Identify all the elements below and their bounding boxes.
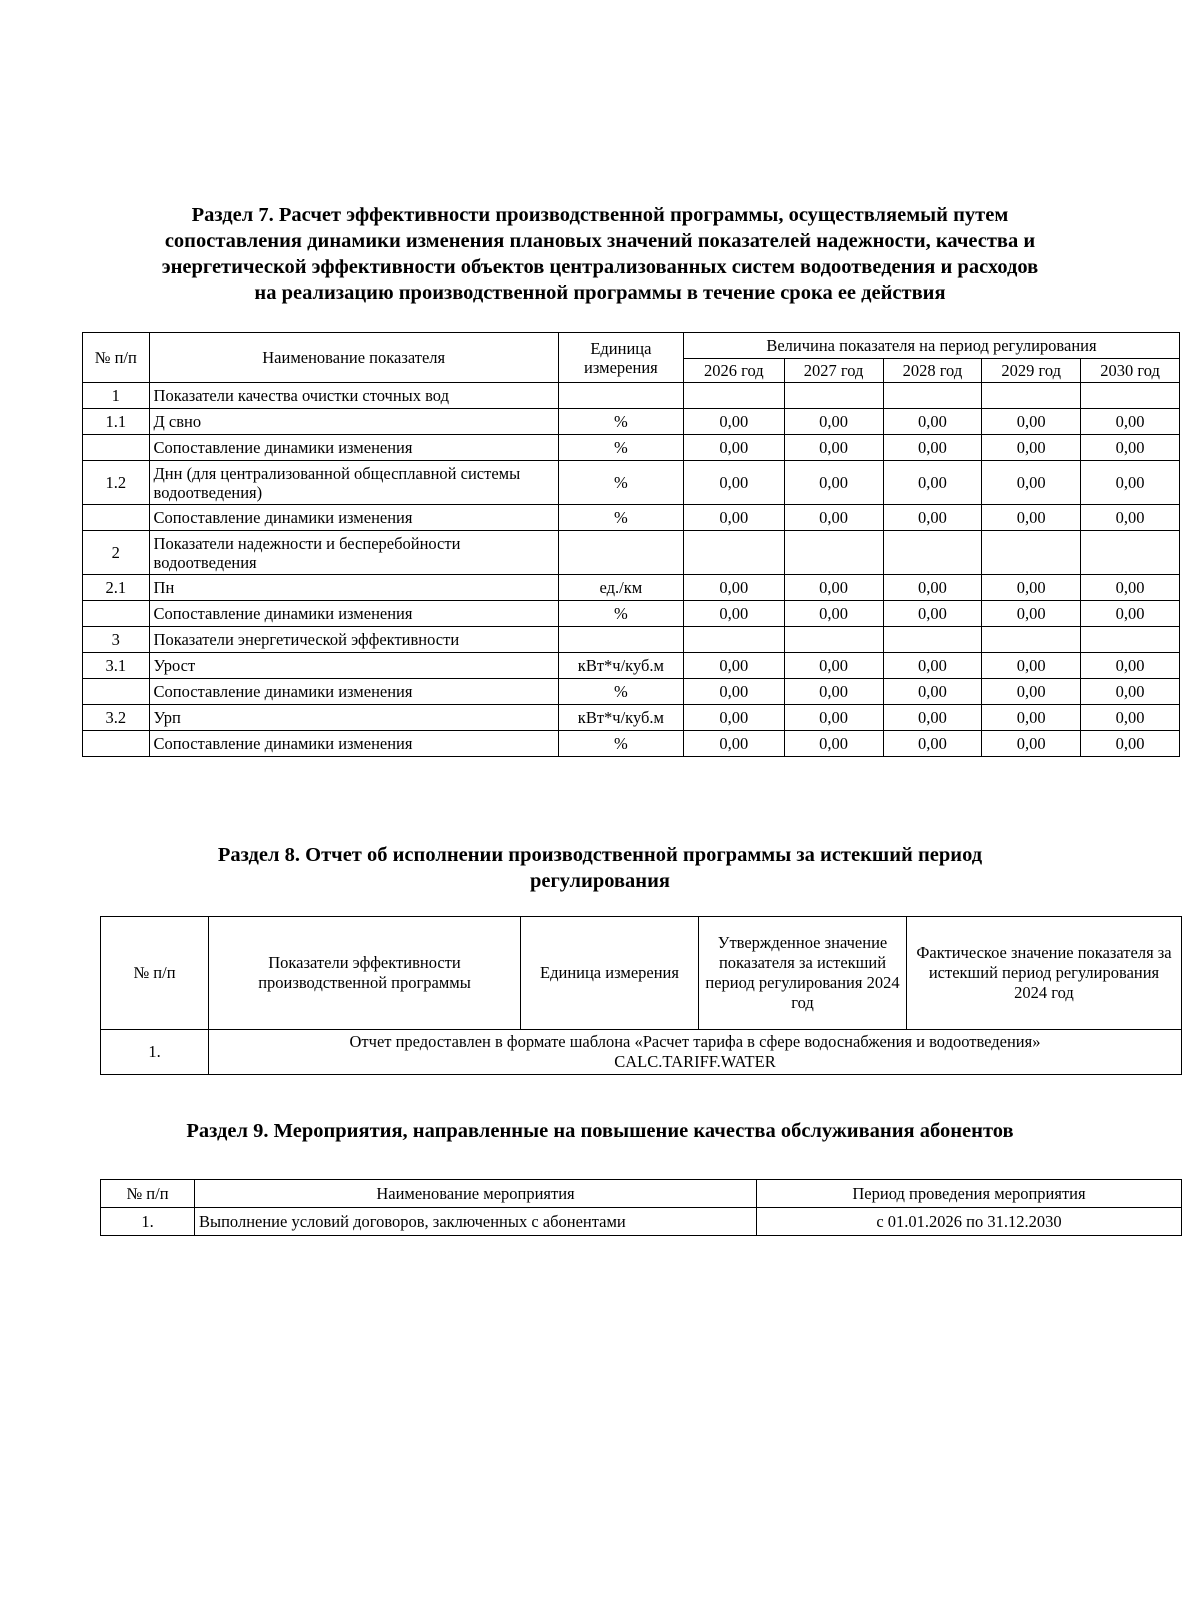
row-value	[683, 531, 784, 575]
table-row	[83, 505, 1180, 531]
row-value: 0,00	[982, 505, 1081, 531]
col-name-header: Наименование показателя	[149, 333, 558, 383]
row-value: 0,00	[784, 705, 883, 731]
row-unit: %	[558, 461, 683, 505]
table-row	[83, 679, 1180, 705]
table-row	[83, 435, 1180, 461]
row-unit: %	[558, 409, 683, 435]
year-header: 2027 год	[784, 359, 883, 383]
row-value	[982, 531, 1081, 575]
row-name: Сопоставление динамики изменения	[149, 679, 558, 705]
row-name: Сопоставление динамики изменения	[149, 601, 558, 627]
measures-row-name: Выполнение условий договоров, заключенных с абонентами	[195, 1208, 757, 1236]
row-value: 0,00	[784, 409, 883, 435]
row-value	[982, 627, 1081, 653]
measures-name-header: Наименование мероприятия	[195, 1180, 757, 1208]
row-value: 0,00	[683, 679, 784, 705]
row-unit: кВт*ч/куб.м	[558, 653, 683, 679]
row-value	[784, 627, 883, 653]
row-value: 0,00	[982, 575, 1081, 601]
row-value: 0,00	[683, 505, 784, 531]
row-value: 0,00	[1081, 731, 1180, 757]
row-name: Днн (для централизованной общесплавной системы водоотведения)	[149, 461, 558, 505]
row-value: 0,00	[982, 601, 1081, 627]
row-value	[784, 531, 883, 575]
row-num	[83, 505, 150, 531]
year-header: 2030 год	[1081, 359, 1180, 383]
row-name: Показатели энергетической эффективности	[149, 627, 558, 653]
row-value: 0,00	[883, 679, 982, 705]
row-value: 0,00	[982, 409, 1081, 435]
row-unit	[558, 383, 683, 409]
row-unit: %	[558, 601, 683, 627]
table-row	[101, 1030, 1182, 1075]
report-num-header: № п/п	[101, 917, 209, 1030]
row-value: 0,00	[683, 435, 784, 461]
col-period-header: Величина показателя на период регулирования	[683, 333, 1179, 359]
table-row	[83, 531, 1180, 575]
col-num-header: № п/п	[83, 333, 150, 383]
measures-period-header: Период проведения мероприятия	[757, 1180, 1182, 1208]
row-name: Сопоставление динамики изменения	[149, 731, 558, 757]
table-row	[101, 1208, 1182, 1236]
row-value: 0,00	[784, 653, 883, 679]
section-9-title: Раздел 9. Мероприятия, направленные на повышение качества обслуживания абонентов	[186, 1120, 1014, 1142]
row-value: 0,00	[683, 653, 784, 679]
table-row	[83, 383, 1180, 409]
row-value: 0,00	[683, 601, 784, 627]
row-num: 1.2	[83, 461, 150, 505]
measures-row-period: с 01.01.2026 по 31.12.2030	[757, 1208, 1182, 1236]
row-value	[883, 531, 982, 575]
row-value: 0,00	[1081, 575, 1180, 601]
measures-num-header: № п/п	[101, 1180, 195, 1208]
row-name: Показатели надежности и бесперебойности водоотведения	[149, 531, 558, 575]
row-num	[83, 679, 150, 705]
row-num	[83, 435, 150, 461]
table-row	[83, 705, 1180, 731]
report-unit-header: Единица измерения	[521, 917, 699, 1030]
row-value: 0,00	[1081, 679, 1180, 705]
table-row	[83, 461, 1180, 505]
row-value: 0,00	[1081, 409, 1180, 435]
row-value: 0,00	[683, 575, 784, 601]
row-value: 0,00	[784, 461, 883, 505]
table-row	[83, 575, 1180, 601]
row-value: 0,00	[982, 461, 1081, 505]
row-value	[1081, 531, 1180, 575]
row-value: 0,00	[683, 461, 784, 505]
row-value: 0,00	[883, 601, 982, 627]
measures-table	[100, 1179, 1182, 1236]
indicators-table	[82, 332, 1180, 757]
year-header: 2028 год	[883, 359, 982, 383]
row-value: 0,00	[883, 705, 982, 731]
row-value: 0,00	[982, 705, 1081, 731]
row-name: Сопоставление динамики изменения	[149, 435, 558, 461]
row-value: 0,00	[784, 601, 883, 627]
row-name: Д свно	[149, 409, 558, 435]
row-value: 0,00	[784, 575, 883, 601]
row-value: 0,00	[982, 653, 1081, 679]
row-unit: %	[558, 731, 683, 757]
row-value	[683, 383, 784, 409]
row-value: 0,00	[784, 731, 883, 757]
row-value: 0,00	[883, 461, 982, 505]
row-unit: ед./км	[558, 575, 683, 601]
row-value: 0,00	[982, 435, 1081, 461]
row-value: 0,00	[883, 409, 982, 435]
report-indicators-header: Показатели эффективности производственной программы	[209, 917, 521, 1030]
report-text-line-2: CALC.TARIFF.WATER	[614, 1052, 776, 1071]
row-value	[784, 383, 883, 409]
row-value: 0,00	[683, 409, 784, 435]
row-value: 0,00	[883, 653, 982, 679]
table-row	[83, 409, 1180, 435]
section-8-title: Раздел 8. Отчет об исполнении производственной программы за истекший период регулирования	[217, 844, 983, 892]
row-num: 3.2	[83, 705, 150, 731]
table-row	[83, 731, 1180, 757]
row-value: 0,00	[982, 679, 1081, 705]
measures-row-num: 1.	[101, 1208, 195, 1236]
row-unit: %	[558, 435, 683, 461]
row-name: Сопоставление динамики изменения	[149, 505, 558, 531]
report-row-num: 1.	[101, 1030, 209, 1075]
row-value: 0,00	[1081, 601, 1180, 627]
row-num: 1	[83, 383, 150, 409]
row-num	[83, 601, 150, 627]
row-value: 0,00	[1081, 653, 1180, 679]
row-unit: %	[558, 679, 683, 705]
row-unit	[558, 627, 683, 653]
row-num: 3	[83, 627, 150, 653]
section-7-title: Раздел 7. Расчет эффективности производственной программы, осуществляемый путем сопоставления динамики изменения плановых значений показателей надежности, качества и энергетической эффективности объектов централизованных систем водоотведения и расходов на реализацию производственной программы в течение срока ее действия	[161, 204, 1039, 304]
row-value: 0,00	[683, 731, 784, 757]
row-value: 0,00	[883, 731, 982, 757]
row-unit: кВт*ч/куб.м	[558, 705, 683, 731]
report-table	[100, 916, 1182, 1075]
row-value	[982, 383, 1081, 409]
row-num: 1.1	[83, 409, 150, 435]
table-row	[83, 653, 1180, 679]
row-value: 0,00	[1081, 461, 1180, 505]
year-header: 2029 год	[982, 359, 1081, 383]
row-num: 2	[83, 531, 150, 575]
row-num: 3.1	[83, 653, 150, 679]
row-value: 0,00	[883, 575, 982, 601]
table-row	[83, 627, 1180, 653]
row-value	[883, 627, 982, 653]
row-value: 0,00	[683, 705, 784, 731]
row-value: 0,00	[1081, 505, 1180, 531]
row-value: 0,00	[1081, 435, 1180, 461]
row-value: 0,00	[784, 679, 883, 705]
row-value: 0,00	[784, 435, 883, 461]
row-value	[683, 627, 784, 653]
row-name: Пн	[149, 575, 558, 601]
row-name: Урп	[149, 705, 558, 731]
row-value: 0,00	[1081, 705, 1180, 731]
row-num	[83, 731, 150, 757]
row-value: 0,00	[784, 505, 883, 531]
year-header: 2026 год	[683, 359, 784, 383]
row-value	[883, 383, 982, 409]
row-value	[1081, 627, 1180, 653]
row-num: 2.1	[83, 575, 150, 601]
row-unit	[558, 531, 683, 575]
report-actual-header: Фактическое значение показателя за истекший период регулирования 2024 год	[907, 917, 1182, 1030]
col-unit-header: Единица измерения	[558, 333, 683, 383]
row-name: Показатели качества очистки сточных вод	[149, 383, 558, 409]
row-value: 0,00	[982, 731, 1081, 757]
table-row	[83, 601, 1180, 627]
report-row-text	[209, 1030, 1182, 1075]
row-name: Урост	[149, 653, 558, 679]
row-value: 0,00	[883, 505, 982, 531]
row-value	[1081, 383, 1180, 409]
row-value: 0,00	[883, 435, 982, 461]
report-approved-header: Утвержденное значение показателя за истекший период регулирования 2024 год	[699, 917, 907, 1030]
report-text-line-1: Отчет предоставлен в формате шаблона «Расчет тарифа в сфере водоснабжения и водоотведения»	[349, 1032, 1041, 1051]
row-unit: %	[558, 505, 683, 531]
